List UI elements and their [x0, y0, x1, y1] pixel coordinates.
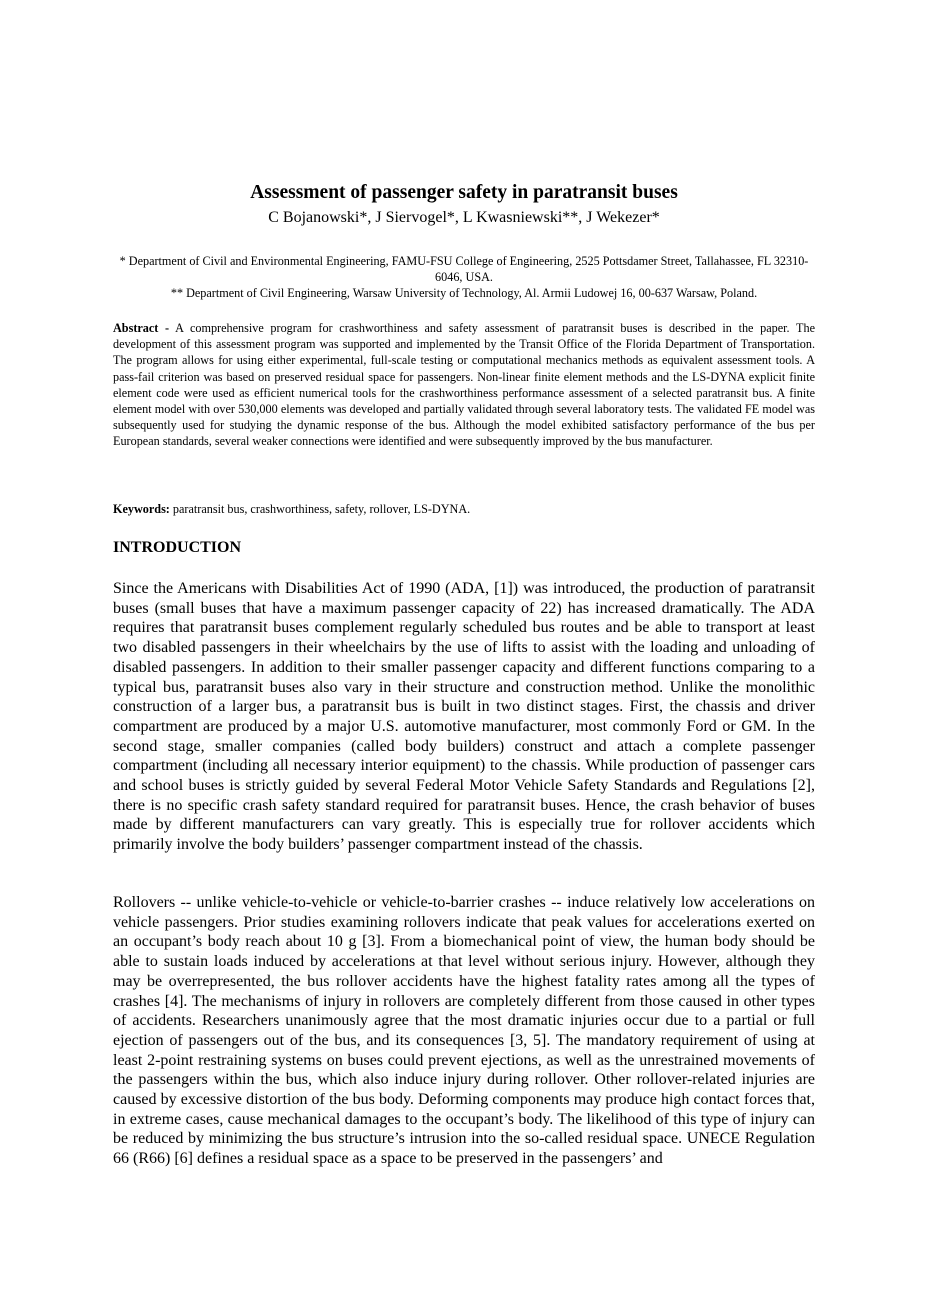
- keywords: [113, 501, 815, 517]
- paper-title: Assessment of passenger safety in paratransit buses: [250, 182, 678, 203]
- section-heading-introduction: INTRODUCTION: [113, 539, 242, 556]
- abstract-label: Abstract -: [113, 321, 170, 335]
- author-list: C Bojanowski*, J Siervogel*, L Kwasniewski**, J Wekezer*: [268, 209, 660, 226]
- abstract: [113, 320, 815, 450]
- body-paragraph: Since the Americans with Disabilities Act of 1990 (ADA, [1]) was introduced, the production of paratransit buses (small buses that have a maximum passenger capacity of 22) has increased dramatically. The ADA requires that paratransit buses complement regularly scheduled bus routes and be able to transport at least two disabled passengers in their wheelchairs by the use of lifts to assist with the loading and unloading of disabled passengers. In addition to their smaller passenger capacity and different functions comparing to a typical bus, paratransit buses also vary in their structure and construction method. Unlike the monolithic construction of a larger bus, a paratransit bus is built in two distinct stages. First, the chassis and driver compartment are produced by a major U.S. automotive manufacturer, most commonly Ford or GM. In the second stage, smaller companies (called body builders) construct and attach a complete passenger compartment (including all necessary interior equipment) to the chassis. While production of passenger cars and school buses is strictly guided by several Federal Motor Vehicle Safety Standards and Regulations [2], there is no specific crash safety standard required for paratransit buses. Hence, the crash behavior of buses made by different manufacturers can vary greatly. This is especially true for rollover accidents which primarily involve the body builders’ passenger compartment instead of the chassis.: [113, 580, 815, 854]
- affiliation-2: ** Department of Civil Engineering, Warsaw University of Technology, Al. Armii Ludowej 16, 00-637 Warsaw, Poland.: [170, 286, 758, 300]
- keywords-label: Keywords:: [113, 502, 170, 516]
- abstract-text: A comprehensive program for crashworthiness and safety assessment of paratransit buses is described in the paper. The development of this assessment program was supported and implemented by the Transit Office of the Florida Department of Transportation. The program allows for using either experimental, full-scale testing or computational mechanics methods as equivalent assessment tools. A pass-fail criterion was based on preserved residual space for passengers. Non-linear finite element methods and the LS-DYNA explicit finite element code were used as efficient numerical tools for the crashworthiness performance assessment of a selected paratransit bus. A finite element model with over 530,000 elements was developed and partially validated through several laboratory tests. The validated FE model was subsequently used for studying the dynamic response of the bus. Although the model exhibited satisfactory performance of the bus per European standards, several weaker connections were identified and were subsequently improved by the bus manufacturer.: [113, 321, 816, 449]
- affiliation-1: * Department of Civil and Environmental Engineering, FAMU-FSU College of Engineering, 2525 Pottsdamer Street, Tallahassee, FL 32310-6046, USA.: [119, 254, 809, 284]
- keywords-text: paratransit bus, crashworthiness, safety, rollover, LS-DYNA.: [172, 502, 471, 516]
- body-paragraph: Rollovers -- unlike vehicle-to-vehicle or vehicle-to-barrier crashes -- induce relatively low accelerations on vehicle passengers. Prior studies examining rollovers indicate that peak values for accelerations exerted on an occupant’s body reach about 10 g [3]. From a biomechanical point of view, the human body should be able to sustain loads induced by accelerations at that level without serious injury. However, although they may be overrepresented, the bus rollover accidents have the highest fatality rates among all the types of crashes [4]. The mechanisms of injury in rollovers are completely different from those caused in other types of accidents. Researchers unanimously agree that the most dramatic injuries occur due to a partial or full ejection of passengers out of the bus, and its consequences [3, 5]. The mandatory requirement of using at least 2-point restraining systems on buses could prevent ejections, as well as the unrestrained movements of the passengers within the bus, which also induce injury during rollover. Other rollover-related injuries are caused by excessive distortion of the bus body. Deforming components may produce high contact forces that, in extreme cases, cause mechanical damages to the occupant’s body. The likelihood of this type of injury can be reduced by minimizing the bus structure’s intrusion into the so-called residual space. UNECE Regulation 66 (R66) [6] defines a residual space as a space to be preserved in the passengers’ and: [113, 894, 815, 1168]
